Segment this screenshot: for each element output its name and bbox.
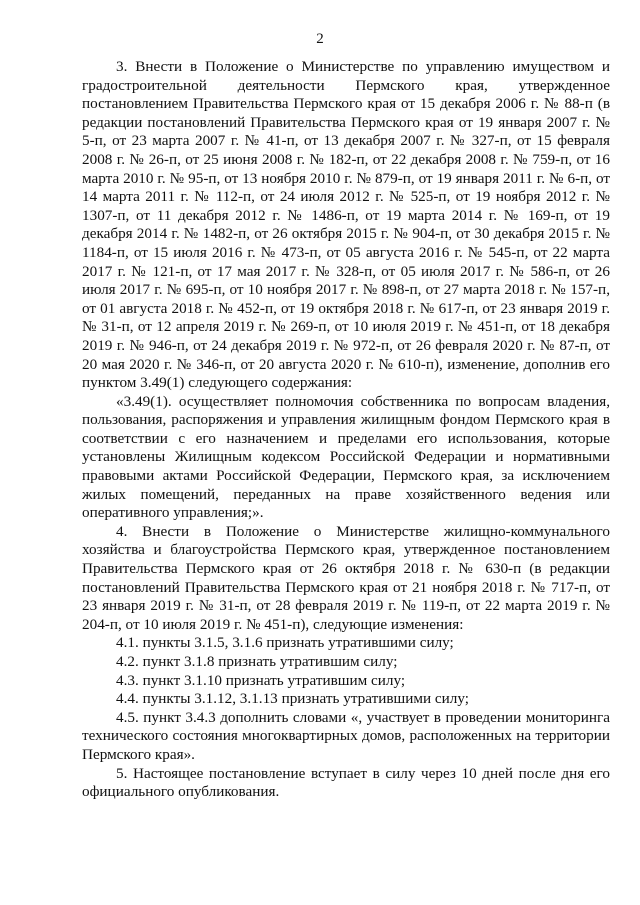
paragraph-item-3: 3. Внести в Положение о Министерстве по управлению имуществом и градостроительной деятельности Пермского края, утвержденное постановлением Правительства Пермского края от 15 декабря 2006 г. № 88-п (в редакции постановлений Правительства Пермского края от 19 января 2007 г. № 5-п, от 23 марта 2007 г. № 41-п, от 13 декабря 2007 г. № 327-п, от 15 февраля 2008 г. № 26-п, от 25 июня 2008 г. № 182-п, от 22 декабря 2008 г. № 759-п, от 16 марта 2010 г. № 95-п, от 13 ноября 2010 г. № 879-п, от 19 января 2011 г. № 6-п, от 14 марта 2011 г. № 112-п, от 24 июля 2012 г. № 525-п, от 19 ноября 2012 г. № 1307-п, от 11 декабря 2012 г. № 1486-п, от 19 марта 2014 г. № 169-п, от 19 декабря 2014 г. № 1482-п, от 26 октября 2015 г. № 904-п, от 30 декабря 2015 г. № 1184-п, от 15 июля 2016 г. № 473-п, от 05 августа 2016 г. № 545-п, от 22 марта 2017 г. № 121-п, от 17 мая 2017 г. № 328-п, от 05 июля 2017 г. № 586-п, от 26 июля 2017 г. № 695-п, от 10 ноября 2017 г. № 898-п, от 27 марта 2018 г. № 157-п, от 01 августа 2018 г. № 452-п, от 19 октября 2018 г. № 617-п, от 23 января 2019 г. № 31-п, от 12 апреля 2019 г. № 269-п, от 10 июля 2019 г. № 451-п, от 18 декабря 2019 г. № 946-п, от 24 декабря 2019 г. № 972-п, от 26 февраля 2020 г. № 87-п, от 20 мая 2020 г. № 346-п, от 20 августа 2020 г. № 610-п), изменение, дополнив его пунктом 3.49(1) следующего содержания: [82, 58, 610, 392]
paragraph-item-4: 4. Внести в Положение о Министерстве жилищно-коммунального хозяйства и благоустройства Пермского края, утвержденное постановлением Правительства Пермского края от 26 октября 2018 г. № 630-п (в редакции постановлений Правительства Пермского края от 21 ноября 2018 г. № 717-п, от 23 января 2019 г. № 31-п, от 28 февраля 2019 г. № 119-п, от 22 марта 2019 г. № 204-п, от 10 июля 2019 г. № 451-п), следующие изменения: [82, 522, 610, 633]
document-body [82, 58, 610, 802]
paragraph-item-4-3: 4.3. пункт 3.1.10 признать утратившим силу; [116, 671, 406, 689]
paragraph-item-4-2: 4.2. пункт 3.1.8 признать утратившим силу; [116, 653, 398, 670]
paragraph-item-4-1: 4.1. пункты 3.1.5, 3.1.6 признать утратившими силу; [116, 634, 454, 652]
page-number: 2 [316, 31, 324, 47]
paragraph-item-4-4: 4.4. пункты 3.1.12, 3.1.13 признать утратившими силу; [116, 690, 469, 708]
paragraph-item-4-5: 4.5. пункт 3.4.3 дополнить словами «, участвует в проведении мониторинга технического состояния многоквартирных домов, расположенных на территории Пермского края». [82, 708, 610, 763]
paragraph-item-5: 5. Настоящее постановление вступает в силу через 10 дней после дня его официального опубликования. [82, 764, 610, 801]
paragraph-quote-3-49-1: «3.49(1). осуществляет полномочия собственника по вопросам владения, пользования, распоряжения и управления жилищным фондом Пермского края в соответствии с его назначением и пределами его использования, которые установлены Жилищным кодексом Российской Федерации и нормативными правовыми актами Российской Федерации, Пермского края, за исключением жилых помещений, переданных на праве хозяйственного ведения или оперативного управления;». [82, 392, 610, 522]
